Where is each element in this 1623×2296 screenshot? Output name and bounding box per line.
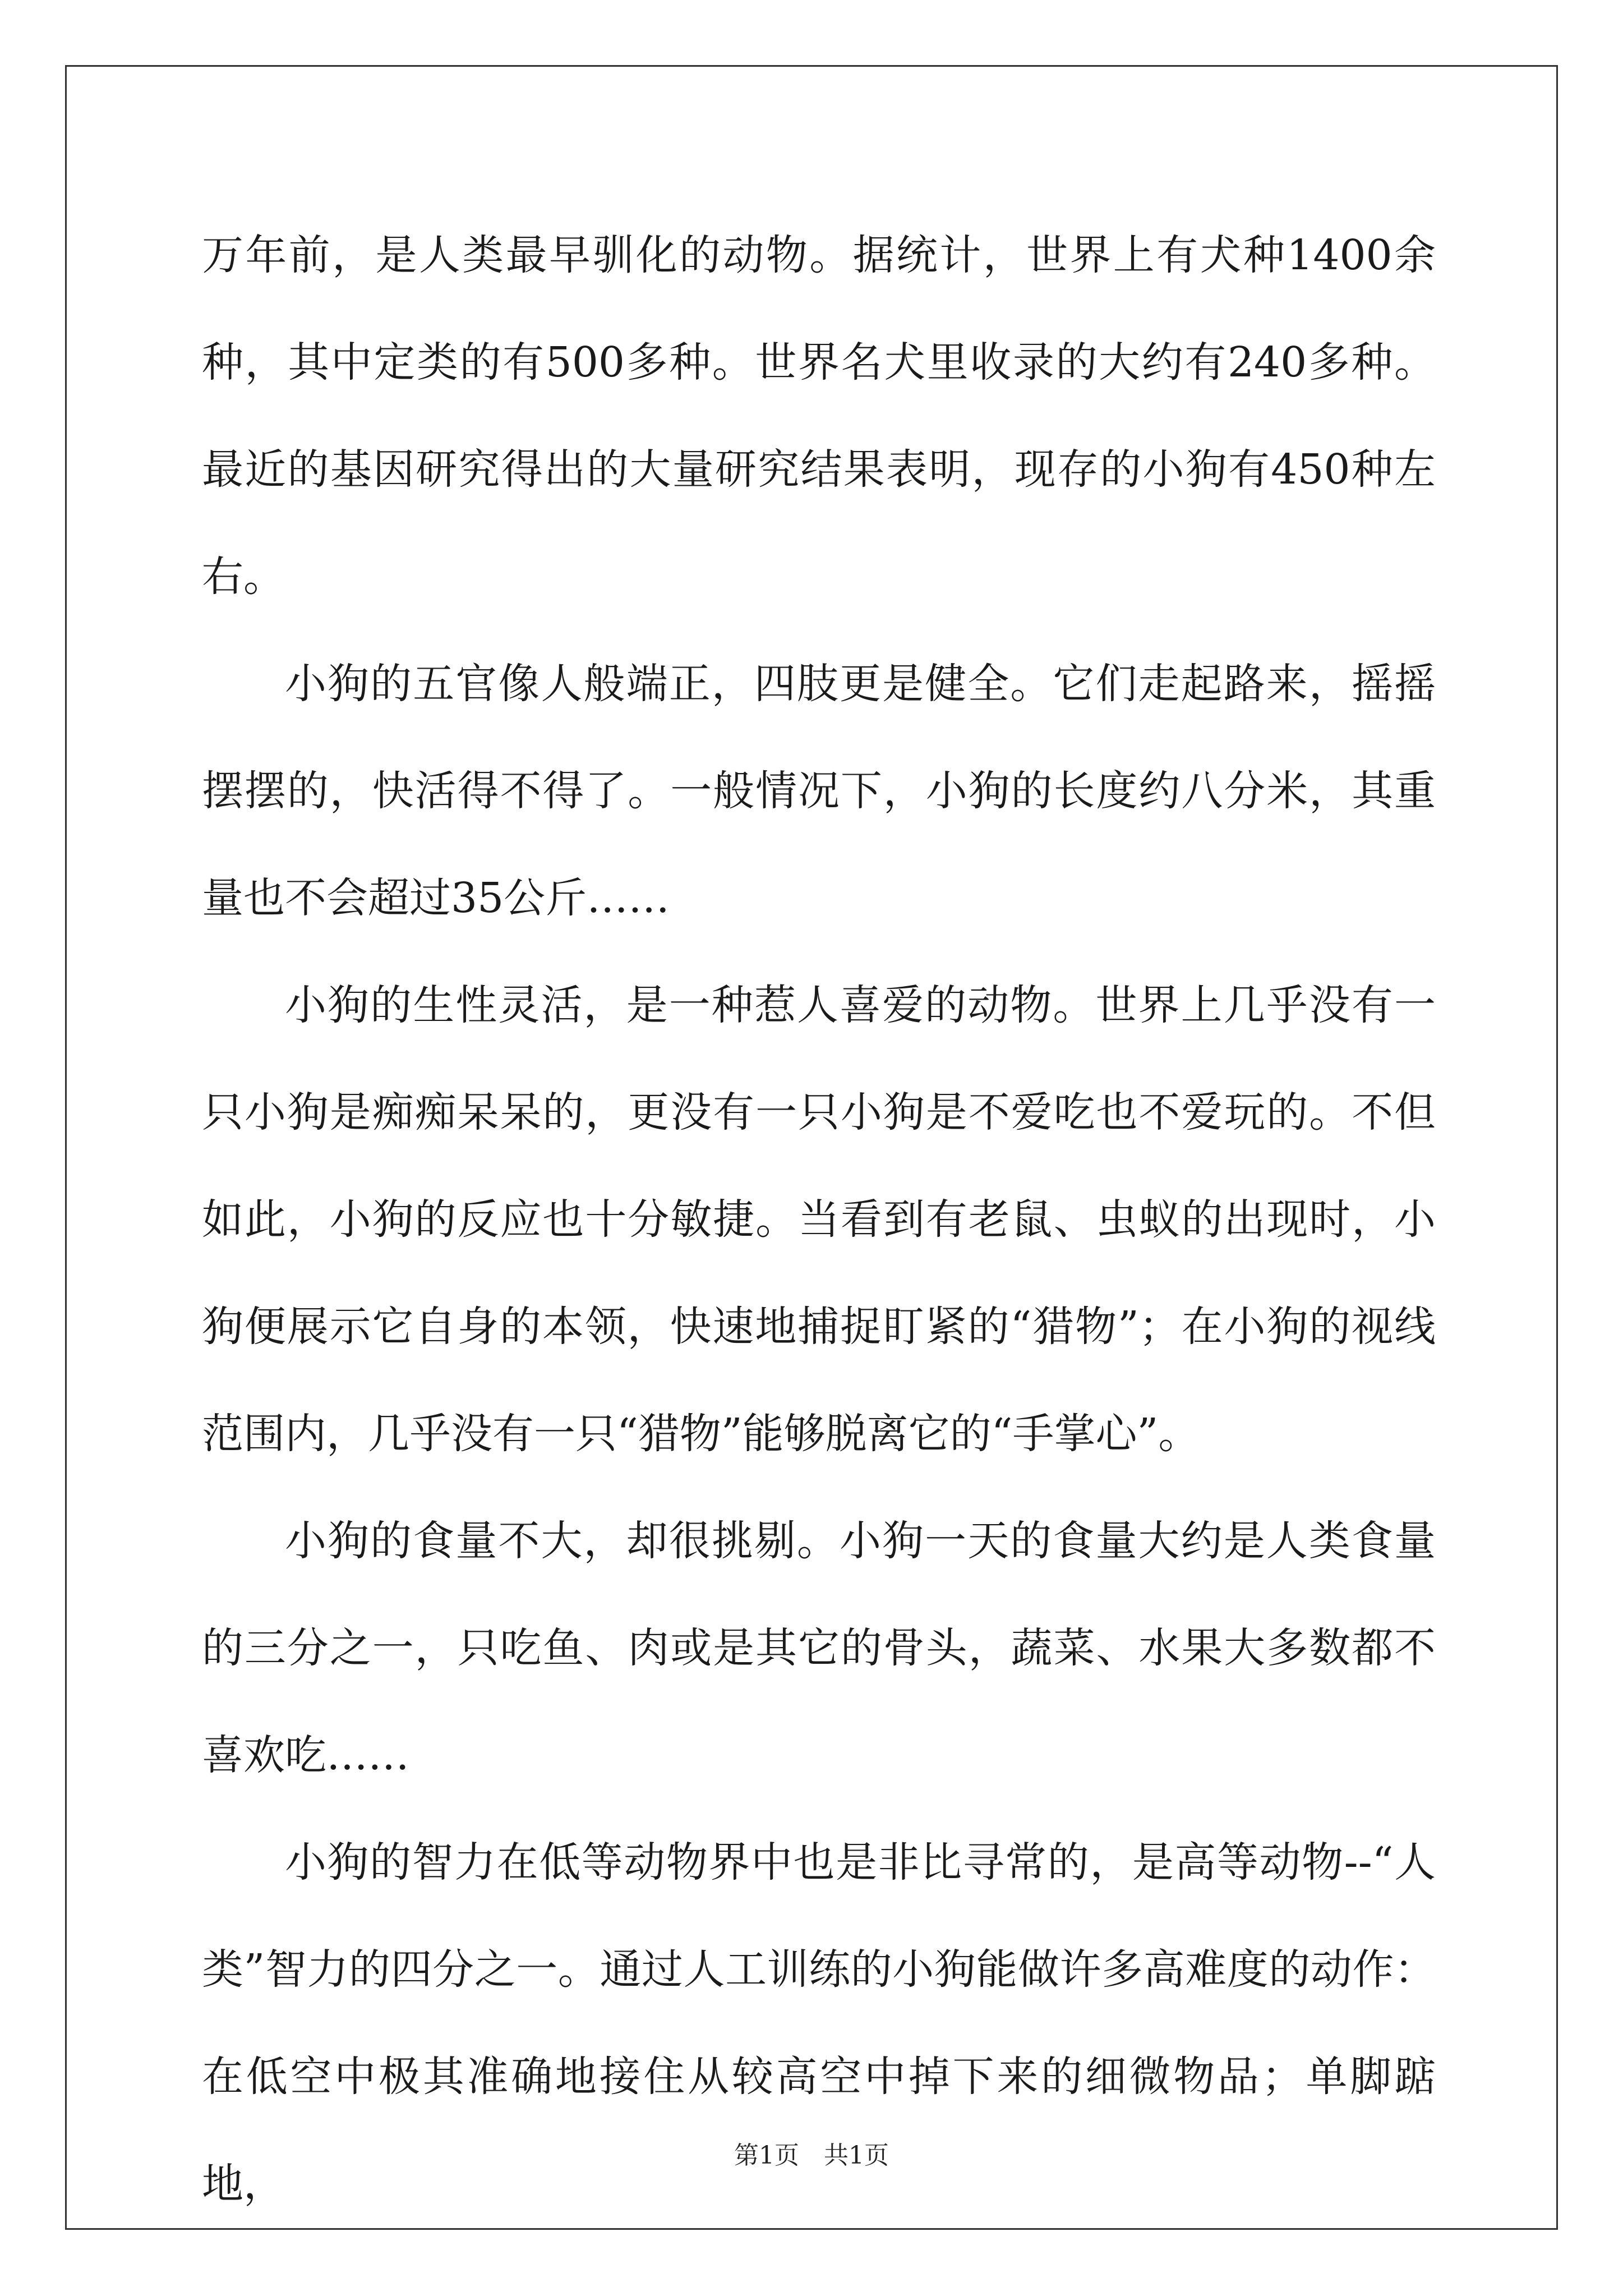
document-body — [202, 202, 1436, 2238]
paragraph-1: 万年前，是人类最早驯化的动物。据统计，世界上有犬种1400余种，其中定类的有500多种。世界名犬里收录的大约有240多种。最近的基因研究得出的大量研究结果表明，现存的小狗有450种左右。 — [202, 231, 1436, 601]
paragraph-5: 小狗的智力在低等动物界中也是非比寻常的，是高等动物--“人类”智力的四分之一。通过人工训练的小狗能做许多高难度的动作：在低空中极其准确地接住从较高空中掉下来的细微物品；单脚踮地， — [202, 1838, 1436, 2208]
paragraph-4: 小狗的食量不大，却很挑剔。小狗一天的食量大约是人类食量的三分之一，只吃鱼、肉或是其它的骨头，蔬菜、水果大多数都不喜欢吃…… — [202, 1517, 1436, 1779]
page-number-total: 共1页 — [824, 2141, 889, 2170]
paragraph-2: 小狗的五官像人般端正，四肢更是健全。它们走起路来，摇摇摆摆的，快活得不得了。一般情况下，小狗的长度约八分米，其重量也不会超过35公斤…… — [202, 660, 1436, 922]
page-footer — [0, 2140, 1623, 2171]
paragraph-3: 小狗的生性灵活，是一种惹人喜爱的动物。世界上几乎没有一只小狗是痴痴呆呆的，更没有一只小狗是不爱吃也不爱玩的。不但如此，小狗的反应也十分敏捷。当看到有老鼠、虫蚁的出现时，小狗便展示它自身的本领，快速地捕捉盯紧的“猎物”；在小狗的视线范围内，几乎没有一只“猎物”能够脱离它的“手掌心”。 — [202, 981, 1436, 1458]
page-number-current: 第1页 — [734, 2141, 799, 2170]
